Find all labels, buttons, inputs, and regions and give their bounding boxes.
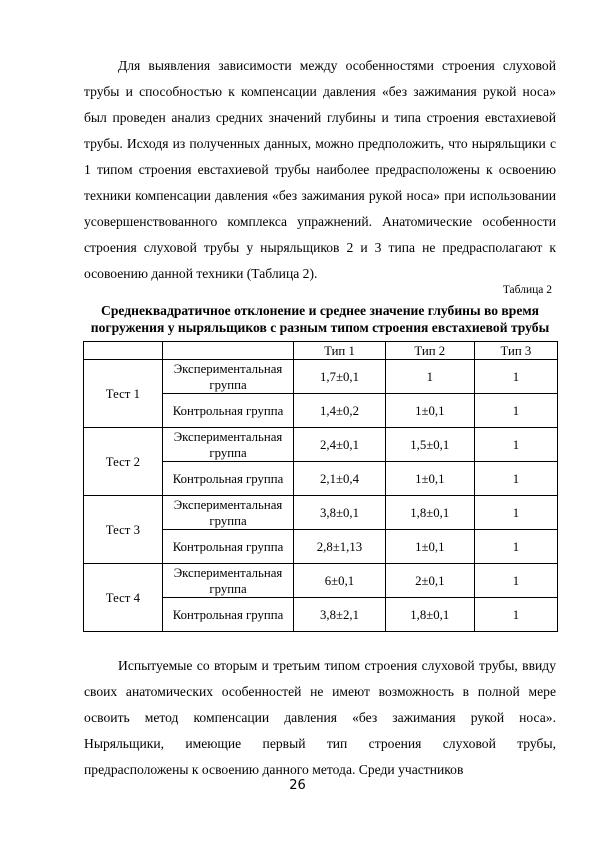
- header-cell-group: [162, 342, 293, 360]
- table-number: Таблица 2: [502, 284, 552, 296]
- type3-cell: 1: [474, 598, 557, 632]
- group-cell: Экспериментальная группа: [162, 564, 293, 598]
- group-cell: Контрольная группа: [162, 394, 293, 428]
- type2-cell: 1±0,1: [385, 394, 474, 428]
- type2-cell: 1,8±0,1: [385, 598, 474, 632]
- type3-cell: 1: [474, 530, 557, 564]
- type1-cell: 3,8±2,1: [294, 598, 385, 632]
- type2-cell: 1±0,1: [385, 530, 474, 564]
- type2-cell: 1±0,1: [385, 462, 474, 496]
- header-cell-test: [84, 342, 163, 360]
- data-table: [83, 341, 558, 632]
- type2-cell: 1,5±0,1: [385, 428, 474, 462]
- type3-cell: 1: [474, 428, 557, 462]
- type1-cell: 2,1±0,4: [294, 462, 385, 496]
- type2-cell: 1: [385, 360, 474, 394]
- type1-cell: 3,8±0,1: [294, 496, 385, 530]
- table-title: Среднеквадратичное отклонение и среднее значение глубины во время погружения у ныряльщиков с разным типом строения евстахиевой трубы: [90, 303, 550, 335]
- group-cell: Экспериментальная группа: [162, 496, 293, 530]
- type1-cell: 6±0,1: [294, 564, 385, 598]
- test-name-cell: Тест 1: [84, 360, 163, 428]
- type3-cell: 1: [474, 462, 557, 496]
- type3-cell: 1: [474, 564, 557, 598]
- table-header-row: [84, 342, 558, 360]
- table-row: [84, 564, 558, 598]
- header-cell-type1: Тип 1: [294, 342, 385, 360]
- paragraph-conclusion: Испытуемые со вторым и третьим типом строения слуховой трубы, ввиду своих анатомических особенностей не имеют возможность в полной мере освоить метод компенсации давления «без зажимания рукой носа». Ныряльщики, имеющие первый тип строения слуховой трубы, предрасположены к освоению данного метода. Среди участников: [84, 658, 556, 777]
- group-cell: Контрольная группа: [162, 530, 293, 564]
- table-row: [84, 360, 558, 394]
- type1-cell: 2,4±0,1: [294, 428, 385, 462]
- test-name-cell: Тест 2: [84, 428, 163, 496]
- table-row: [84, 428, 558, 462]
- type3-cell: 1: [474, 394, 557, 428]
- type1-cell: 2,8±1,13: [294, 530, 385, 564]
- type3-cell: 1: [474, 496, 557, 530]
- group-cell: Контрольная группа: [162, 462, 293, 496]
- paragraph-intro: Для выявления зависимости между особенностями строения слуховой трубы и способностью к компенсации давления «без зажимания рукой носа» был проведен анализ средних значений глубины и типа строения евстахиевой трубы. Исходя из полученных данных, можно предположить, что ныряльщики с 1 типом строения евстахиевой трубы наиболее предрасположены к освоению техники компенсации давления «без зажимания рукой носа» при использовании усовершенствованного комплекса упражнений. Анатомические особенности строения слуховой трубы у ныряльщиков 2 и 3 типа не предрасполагают к осовоению данной техники (Таблица 2).: [84, 58, 556, 281]
- type1-cell: 1,4±0,2: [294, 394, 385, 428]
- type2-cell: 2±0,1: [385, 564, 474, 598]
- test-name-cell: Тест 3: [84, 496, 163, 564]
- test-name-cell: Тест 4: [84, 564, 163, 632]
- group-cell: Экспериментальная группа: [162, 360, 293, 394]
- group-cell: Контрольная группа: [162, 598, 293, 632]
- header-cell-type2: Тип 2: [385, 342, 474, 360]
- type2-cell: 1,8±0,1: [385, 496, 474, 530]
- group-cell: Экспериментальная группа: [162, 428, 293, 462]
- table-row: [84, 496, 558, 530]
- type3-cell: 1: [474, 360, 557, 394]
- header-cell-type3: Тип 3: [474, 342, 557, 360]
- page-number: 26: [289, 778, 306, 793]
- type1-cell: 1,7±0,1: [294, 360, 385, 394]
